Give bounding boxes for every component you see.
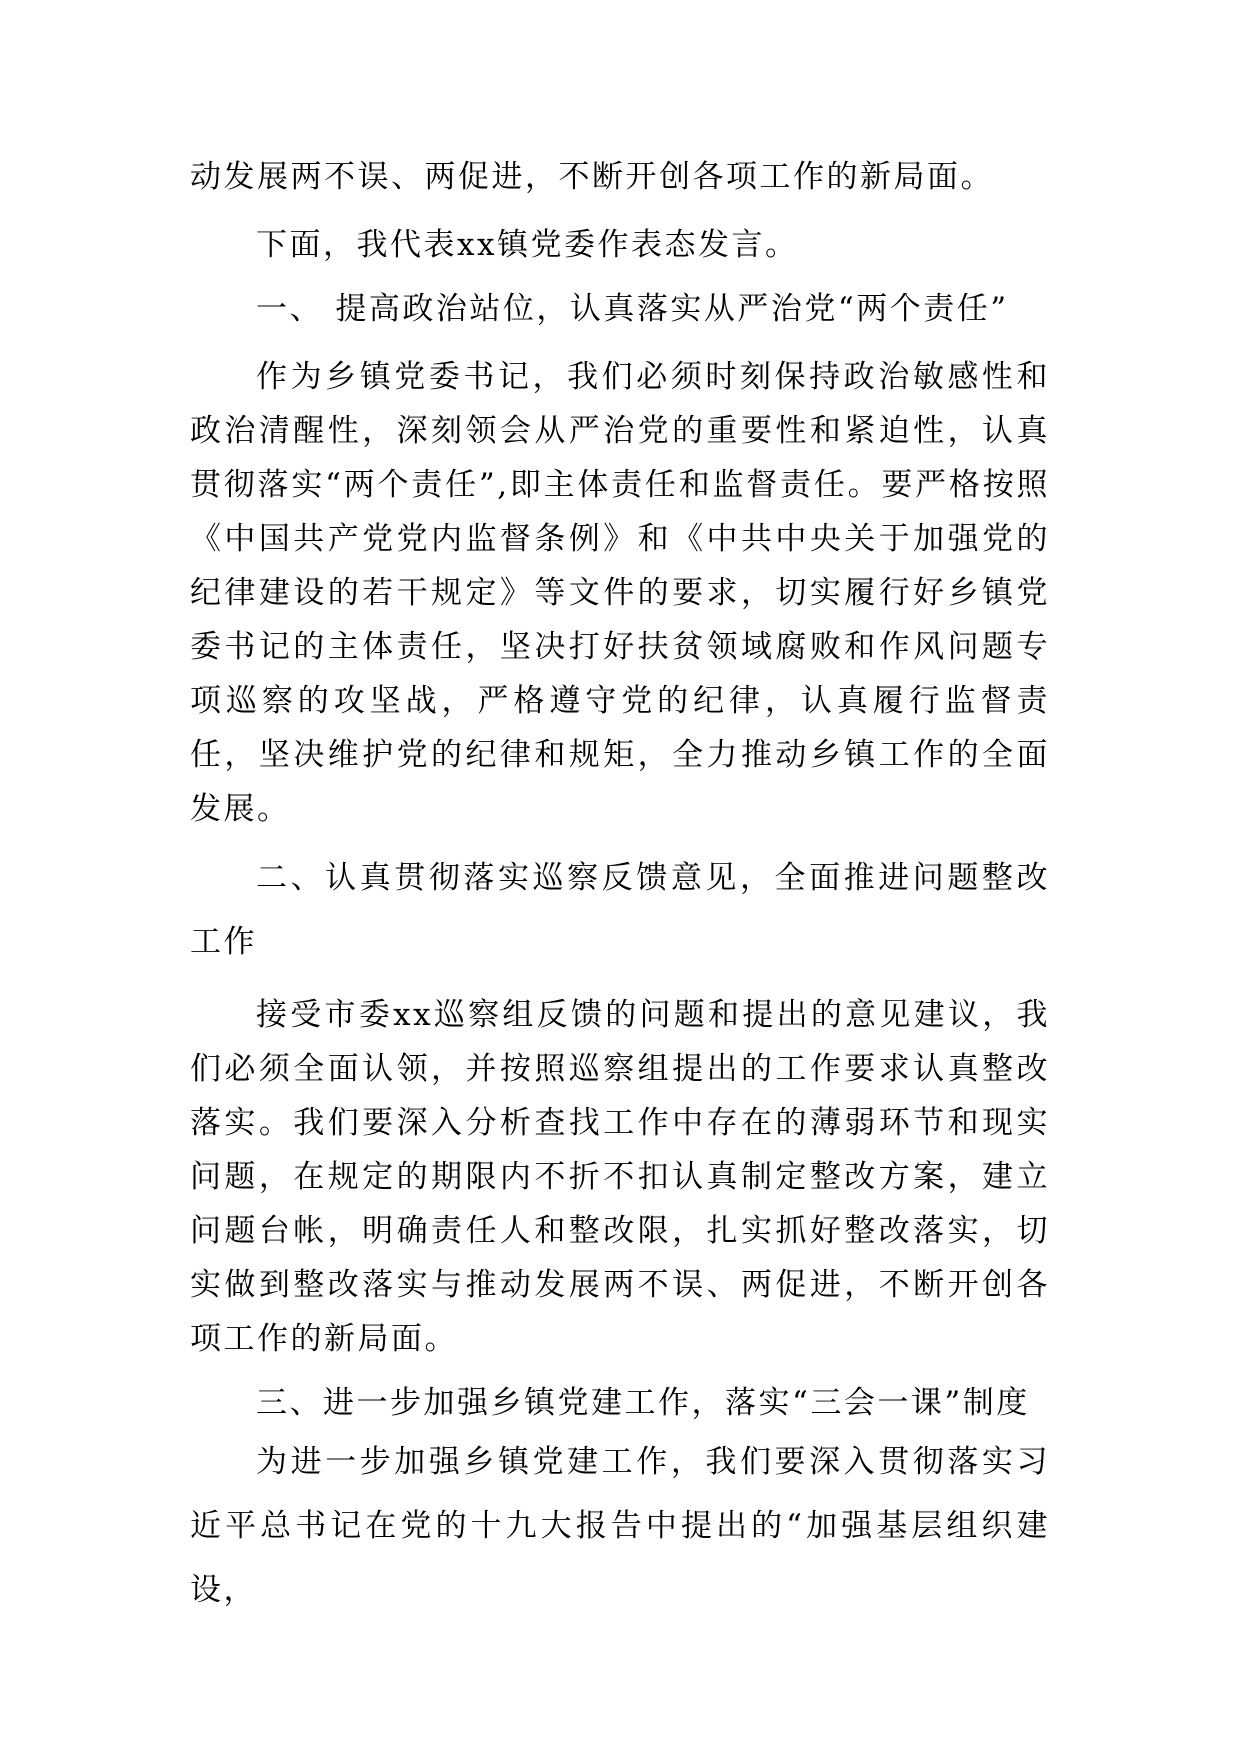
document-body [190, 150, 1050, 1622]
section-2-paragraph: 接受市委xx巡察组反馈的问题和提出的意见建议，我们必须全面认领，并按照巡察组提出的工作要求认真整改落实。我们要深入分析查找工作中存在的薄弱环节和现实问题，在规定的期限内不折不扣认真制定整改方案，建立问题台帐，明确责任人和整改限，扎实抓好整改落实，切实做到整改落实与推动发展两不误、两促进，不断开创各项工作的新局面。 [190, 997, 1050, 1357]
section-heading-2: 二、认真贯彻落实巡察反馈意见，全面推进问题整改工作 [190, 860, 1050, 960]
section-heading-1: 一、 提高政治站位，认真落实从严治党“两个责任” [256, 291, 1009, 327]
continued-paragraph: 动发展两不误、两促进，不断开创各项工作的新局面。 [190, 159, 994, 195]
section-heading-3: 三、进一步加强乡镇党建工作，落实“三会一课”制度 [256, 1385, 1030, 1421]
intro-paragraph: 下面，我代表xx镇党委作表态发言。 [256, 227, 799, 263]
section-1-paragraph: 作为乡镇党委书记，我们必须时刻保持政治敏感性和政治清醒性，深刻领会从严治党的重要性和紧迫性，认真贯彻落实“两个责任”,即主体责任和监督责任。要严格按照《中国共产党党内监督条例》和《中共中央关于加强党的纪律建设的若干规定》等文件的要求，切实履行好乡镇党委书记的主体责任，坚决打好扶贫领域腐败和作风问题专项巡察的攻坚战，严格遵守党的纪律，认真履行监督责任，坚决维护党的纪律和规矩，全力推动乡镇工作的全面发展。 [190, 359, 1050, 827]
section-3-paragraph: 为进一步加强乡镇党建工作，我们要深入贯彻落实习近平总书记在党的十九大报告中提出的“加强基层组织建设， [190, 1444, 1050, 1608]
